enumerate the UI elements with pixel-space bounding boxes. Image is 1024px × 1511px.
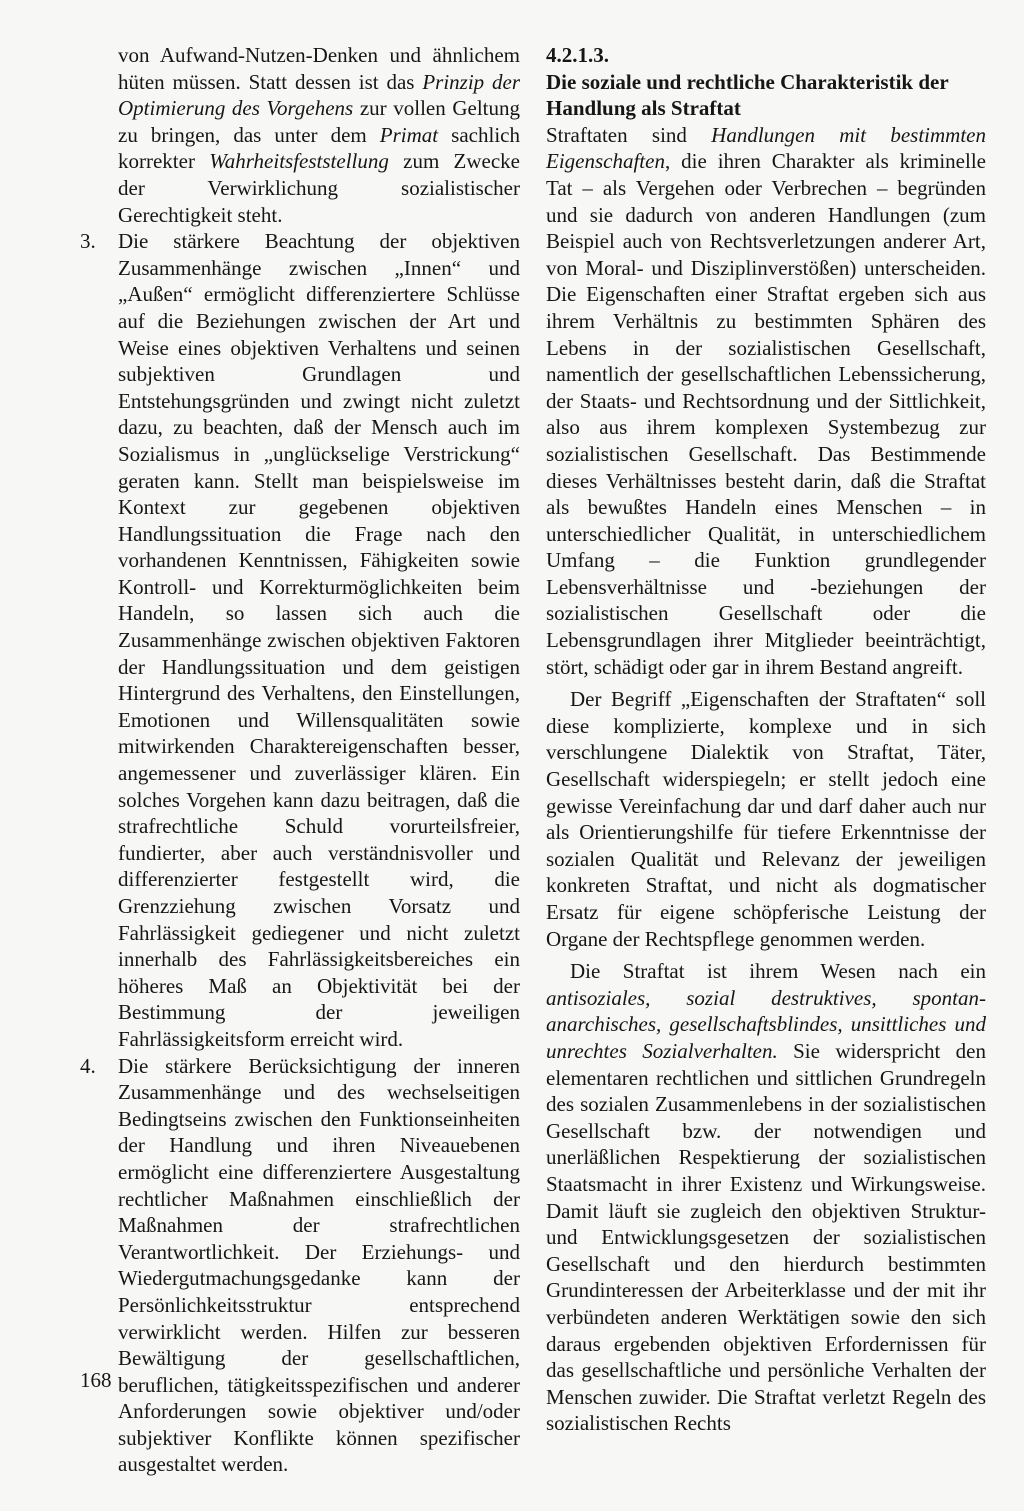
text-run: Sie widerspricht den elementaren rechtlichen und sittlichen Grundregeln des sozialen Zusammenlebens in der sozialistischen Gesellschaft bzw. der notwendigen und unerläßlichen Respektierung der sozialistischen Staatsmacht in ihrer Existenz und Wirkungsweise. Damit läuft sie zugleich den objektiven Struktur- und Entwicklungsgesetzen der sozialistischen Gesellschaft und den hierdurch bestimmten Grundinteressen der Arbeiterklasse und der mit ihr verbündeten anderen Werktätigen sowie den sich daraus ergebenden objektiven Erfordernissen für das gesellschaftliche und persönliche Verhalten der Menschen zuwider. Die Straftat verletzt Regeln des sozialistischen Rechts [546, 1038, 986, 1436]
text-run: , die ihren Charakter als kriminelle Tat – als Vergehen oder Verbrechen – begründen und sie dadurch von anderen Handlungen (zum Beispiel auch von Rechtsverletzungen anderer Art, von Moral- und Disziplinverstößen) unterscheiden. Die Eigenschaften einer Straftat ergeben sich aus ihrem Verhältnis zu bestimmten Sphären des Lebens in der sozialistischen Gesellschaft, namentlich der gesellschaftlichen Lebenssicherung, der Staats- und Rechtsordnung und der Sittlichkeit, also aus ihrem komplexen Systembezug zur sozialistischen Gesellschaft. Das Bestimmende dieses Verhältnisses besteht darin, daß die Straftat als bewußtes Handeln eines Menschen – in unterschiedlicher Qualität, in unterschiedlichem Umfang – die Funktion grundlegender Lebensverhältnisse und -beziehungen der sozialistischen Gesellschaft oder die Lebensgrundlagen ihrer Mitglieder beeinträchtigt, stört, schädigt oder gar in ihrem Bestand angreift. [546, 149, 986, 679]
list-item-text: Die stärkere Beachtung der objektiven Zusammenhänge zwischen „Innen“ und „Außen“ ermöglicht differenziertere Schlüsse auf die Beziehungen zwischen der Art und Weise eines objektiven Verhaltens und seinen subjektiven Grundlagen und Entstehungsgründen und zwingt nicht zuletzt dazu, zu beachten, daß der Mensch auch im Sozialismus in „unglückselige Verstrickung“ geraten kann. Stellt man beispielsweise im Kontext zur gegebenen objektiven Handlungssituation die Frage nach den vorhandenen Kenntnissen, Fähigkeiten sowie Kontroll- und Korrekturmöglichkeiten beim Handeln, so lassen sich auch die Zusammenhänge zwischen objektiven Faktoren der Handlungssituation und dem geistigen Hintergrund des Verhaltens, den Einstellungen, Emotionen und Willensqualitäten sowie mitwirkenden Charaktereigenschaften besser, angemessener und zuverlässiger klären. Ein solches Vorgehen kann dazu beitragen, daß die strafrechtliche Schuld vorurteilsfreier, fundierter, aber auch verständnisvoller und differenzierter festgestellt wird, die Grenzziehung zwischen Vorsatz und Fahrlässigkeit gediegener und nicht zuletzt innerhalb des Fahrlässigkeitsbereiches ein höheres Maß an Objektivität bei der Bestimmung der jeweiligen Fahrlässigkeitsform erreicht wird. [118, 229, 520, 1051]
emphasis-text: Primat [379, 122, 439, 147]
emphasis-text: Wahrheitsfeststellung [209, 149, 389, 174]
body-paragraph [546, 958, 986, 1437]
text-run: Straftaten sind [546, 122, 712, 147]
text-run: zur vollen Geltung zu bringen, das unter dem [118, 96, 520, 147]
emphasis-text: antisoziales, sozial destruktives, spontan-anarchisches, gesellschaftsblindes, unsittliches und unrechtes Sozialverhalten. [546, 985, 986, 1063]
text-run: Die Straftat ist ihrem Wesen nach ein [570, 959, 986, 984]
body-paragraph: Der Begriff „Eigenschaften der Straftaten“ soll diese komplizierte, komplexe und in sich verschlungene Dialektik von Straftat, Täter, Gesellschaft widerspiegeln; er stellt jedoch eine gewisse Vereinfachung dar und darf daher auch nur als Orientierungshilfe für tiefere Erkenntnisse der sozialen Qualität und Relevanz der jeweiligen konkreten Straftat, und nicht als dogmatischer Ersatz für eigene schöpferische Leistung der Organe der Rechtspflege genommen werden. [546, 687, 986, 951]
emphasis-text: Handlungen mit bestimmten Eigenschaften [546, 122, 986, 174]
list-item-text: Die stärkere Berücksichtigung der inneren Zusammenhänge und des wechselseitigen Bedingtseins zwischen den Funktionseinheiten der Handlung und ihren Niveauebenen ermöglicht eine differenziertere Ausgestaltung rechtlicher Maßnahmen einschließlich der Maßnahmen der strafrechtlichen Verantwortlichkeit. Der Erziehungs- und Wiedergutmachungsgedanke kann der Persönlichkeitsstruktur entsprechend verwirklicht werden. Hilfen zur besseren Bewältigung der gesellschaftlichen, beruflichen, tätigkeitsspezifischen und anderer Anforderungen sowie objektiver und/oder subjektiver Konflikte können spezifischer ausgestaltet werden. [118, 1053, 520, 1477]
continuation-paragraph [80, 42, 520, 228]
left-column [80, 42, 520, 1478]
page-number: 168 [80, 1368, 112, 1392]
list-item-3 [80, 228, 520, 1052]
list-number: 3. [80, 229, 96, 254]
body-paragraph [546, 122, 986, 680]
list-item-4 [80, 1053, 520, 1479]
emphasis-text: Prinzip der Optimierung des Vorgehens [118, 69, 520, 121]
section-number: 4.2.1.3. [546, 43, 609, 67]
text-run: zum Zwecke der Verwirklichung sozialistischer Gerechtigkeit steht. [118, 149, 520, 227]
text-run: von Aufwand-Nutzen-Denken und ähnlichem hüten müssen. Statt dessen ist das [118, 43, 520, 94]
right-column [546, 42, 986, 1437]
section-title: Die soziale und rechtliche Charakteristik der Handlung als Straftat [546, 69, 949, 121]
text-run: sachlich korrekter [118, 122, 520, 174]
list-number: 4. [80, 1053, 96, 1078]
